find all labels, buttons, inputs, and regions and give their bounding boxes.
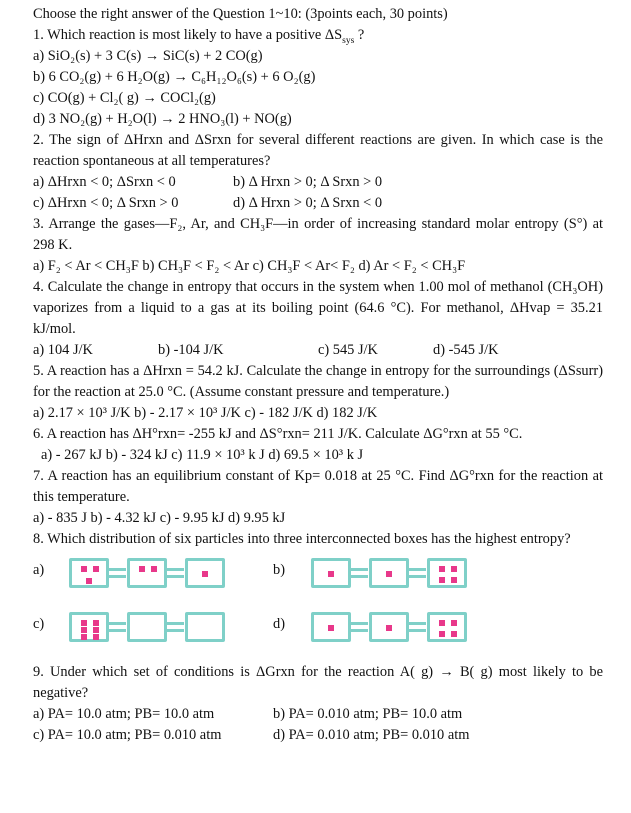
question-2-options-cd	[33, 193, 617, 214]
question-4-option-d[interactable]: d) -545 J/K	[433, 342, 499, 358]
particle	[81, 566, 87, 572]
question-9-option-c[interactable]: c) PA= 10.0 atm; PB= 0.010 atm	[33, 727, 222, 743]
particle	[386, 625, 392, 631]
question-1-option-d[interactable]: d) 3 NO₂(g) + H₂O(l) → 2 HNO₃(l) + NO(g)	[33, 111, 292, 127]
question-2-option-a[interactable]: a) ΔHrxn < 0; ΔSrxn < 0	[33, 174, 176, 190]
question-1-text: 1. Which reaction is most likely to have a positive ΔS	[33, 27, 343, 43]
particle	[202, 571, 208, 577]
connector-2	[408, 622, 426, 632]
question-8-option-d-boxes[interactable]	[311, 612, 471, 646]
question-8-option-b-boxes[interactable]	[311, 558, 471, 592]
question-8-option-c-boxes[interactable]	[69, 612, 229, 646]
particle	[451, 631, 457, 637]
box-1	[69, 612, 109, 642]
connector-1	[350, 622, 368, 632]
particle	[139, 566, 145, 572]
connector-2	[408, 568, 426, 578]
question-8-label-c[interactable]: c)	[33, 616, 45, 632]
question-7-stem: 7. A reaction has an equilibrium constant of Kp= 0.018 at 25 °C. Find ΔG°rxn for the reaction at this temperature.	[33, 468, 603, 505]
question-5-options[interactable]: a) 2.17 × 10³ J/K b) - 2.17 × 10³ J/K c) - 182 J/K d) 182 J/K	[33, 405, 378, 421]
box-1	[69, 558, 109, 588]
question-2-option-b[interactable]: b) Δ Hrxn > 0; Δ Srxn > 0	[233, 174, 383, 190]
question-4-option-c[interactable]: c) 545 J/K	[318, 342, 378, 358]
question-4-stem: 4. Calculate the change in entropy that occurs in the system when 1.00 mol of methanol (CH₃OH) vaporizes from a liquid to a gas at its boiling point (64.6 °C). For methanol, ΔHvap = 35.21 kJ/mol.	[33, 279, 603, 337]
question-8-option-a-boxes[interactable]	[69, 558, 229, 592]
box-3	[427, 612, 467, 642]
question-8-stem: 8. Which distribution of six particles into three interconnected boxes has the highest entropy?	[33, 531, 571, 547]
question-1-option-a[interactable]: a) SiO₂(s) + 3 C(s) → SiC(s) + 2 CO(g)	[33, 48, 263, 64]
question-1-end: ?	[354, 27, 365, 43]
question-8-label-b[interactable]: b)	[273, 562, 285, 578]
particle	[328, 625, 334, 631]
particle	[386, 571, 392, 577]
connector-1	[108, 568, 126, 578]
question-1-option-b[interactable]: b) 6 CO₂(g) + 6 H₂O(g) → C₆H₁₂O₆(s) + 6 O₂(g)	[33, 69, 316, 85]
question-1-option-c[interactable]: c) CO(g) + Cl₂( g) → COCl₂(g)	[33, 90, 216, 106]
particle	[439, 577, 445, 583]
connector-1	[350, 568, 368, 578]
question-2-option-c[interactable]: c) ΔHrxn < 0; Δ Srxn > 0	[33, 195, 179, 211]
box-3	[185, 558, 225, 588]
box-2	[369, 558, 409, 588]
box-2	[369, 612, 409, 642]
question-1-subscript: sys	[342, 35, 355, 46]
box-2	[127, 612, 167, 642]
question-4-options	[33, 340, 617, 361]
particle	[439, 566, 445, 572]
question-1-stem	[33, 25, 617, 46]
question-9-option-b[interactable]: b) PA= 0.010 atm; PB= 10.0 atm	[273, 706, 463, 722]
box-1	[311, 612, 351, 642]
question-2-option-d[interactable]: d) Δ Hrxn > 0; Δ Srxn < 0	[233, 195, 383, 211]
question-7-options[interactable]: a) - 835 J b) - 4.32 kJ c) - 9.95 kJ d) 9.95 kJ	[33, 510, 286, 526]
connector-2	[166, 568, 184, 578]
box-3	[185, 612, 225, 642]
particle	[93, 566, 99, 572]
particle	[151, 566, 157, 572]
question-4-option-b[interactable]: b) -104 J/K	[158, 342, 224, 358]
question-8-label-a[interactable]: a)	[33, 562, 45, 578]
particle	[439, 620, 445, 626]
box-1	[311, 558, 351, 588]
instructions-header: Choose the right answer of the Question 1~10: (3points each, 30 points)	[33, 6, 448, 22]
particle	[81, 627, 87, 633]
question-8-label-d[interactable]: d)	[273, 616, 285, 632]
question-5-stem: 5. A reaction has a ΔHrxn = 54.2 kJ. Calculate the change in entropy for the surroundings (ΔSsurr) for the reaction at 25.0 °C. (Assume constant pressure and temperature.)	[33, 363, 603, 400]
particle	[93, 634, 99, 640]
particle	[93, 620, 99, 626]
box-3	[427, 558, 467, 588]
question-9-options-ab	[33, 704, 617, 725]
particle	[451, 620, 457, 626]
particle	[81, 620, 87, 626]
particle	[451, 577, 457, 583]
question-9-option-a[interactable]: a) PA= 10.0 atm; PB= 10.0 atm	[33, 706, 215, 722]
connector-1	[108, 622, 126, 632]
particle	[93, 627, 99, 633]
question-9-options-cd	[33, 725, 617, 746]
question-3-options[interactable]: a) F₂ < Ar < CH₃F b) CH₃F < F₂ < Ar c) CH₃F < Ar< F₂ d) Ar < F₂ < CH₃F	[33, 258, 466, 274]
particle	[328, 571, 334, 577]
question-4-option-a[interactable]: a) 104 J/K	[33, 342, 93, 358]
question-9-option-d[interactable]: d) PA= 0.010 atm; PB= 0.010 atm	[273, 727, 470, 743]
particle	[86, 578, 92, 584]
question-6-stem: 6. A reaction has ΔH°rxn= -255 kJ and ΔS°rxn= 211 J/K. Calculate ΔG°rxn at 55 °C.	[33, 426, 523, 442]
question-6-options[interactable]: a) - 267 kJ b) - 324 kJ c) 11.9 × 10³ k J d) 69.5 × 10³ k J	[41, 447, 364, 463]
question-8-box-diagrams	[33, 550, 617, 662]
question-2-stem: 2. The sign of ΔHrxn and ΔSrxn for several different reactions are given. In which case is the reaction spontaneous at all temperatures?	[33, 132, 603, 169]
question-9-stem: 9. Under which set of conditions is ΔGrxn for the reaction A( g) → B( g) most likely to be negative?	[33, 664, 603, 701]
question-2-options-ab	[33, 172, 617, 193]
question-3-stem: 3. Arrange the gases—F₂, Ar, and CH₃F—in order of increasing standard molar entropy (S°) at 298 K.	[33, 216, 603, 253]
connector-2	[166, 622, 184, 632]
particle	[451, 566, 457, 572]
box-2	[127, 558, 167, 588]
particle	[439, 631, 445, 637]
particle	[81, 634, 87, 640]
